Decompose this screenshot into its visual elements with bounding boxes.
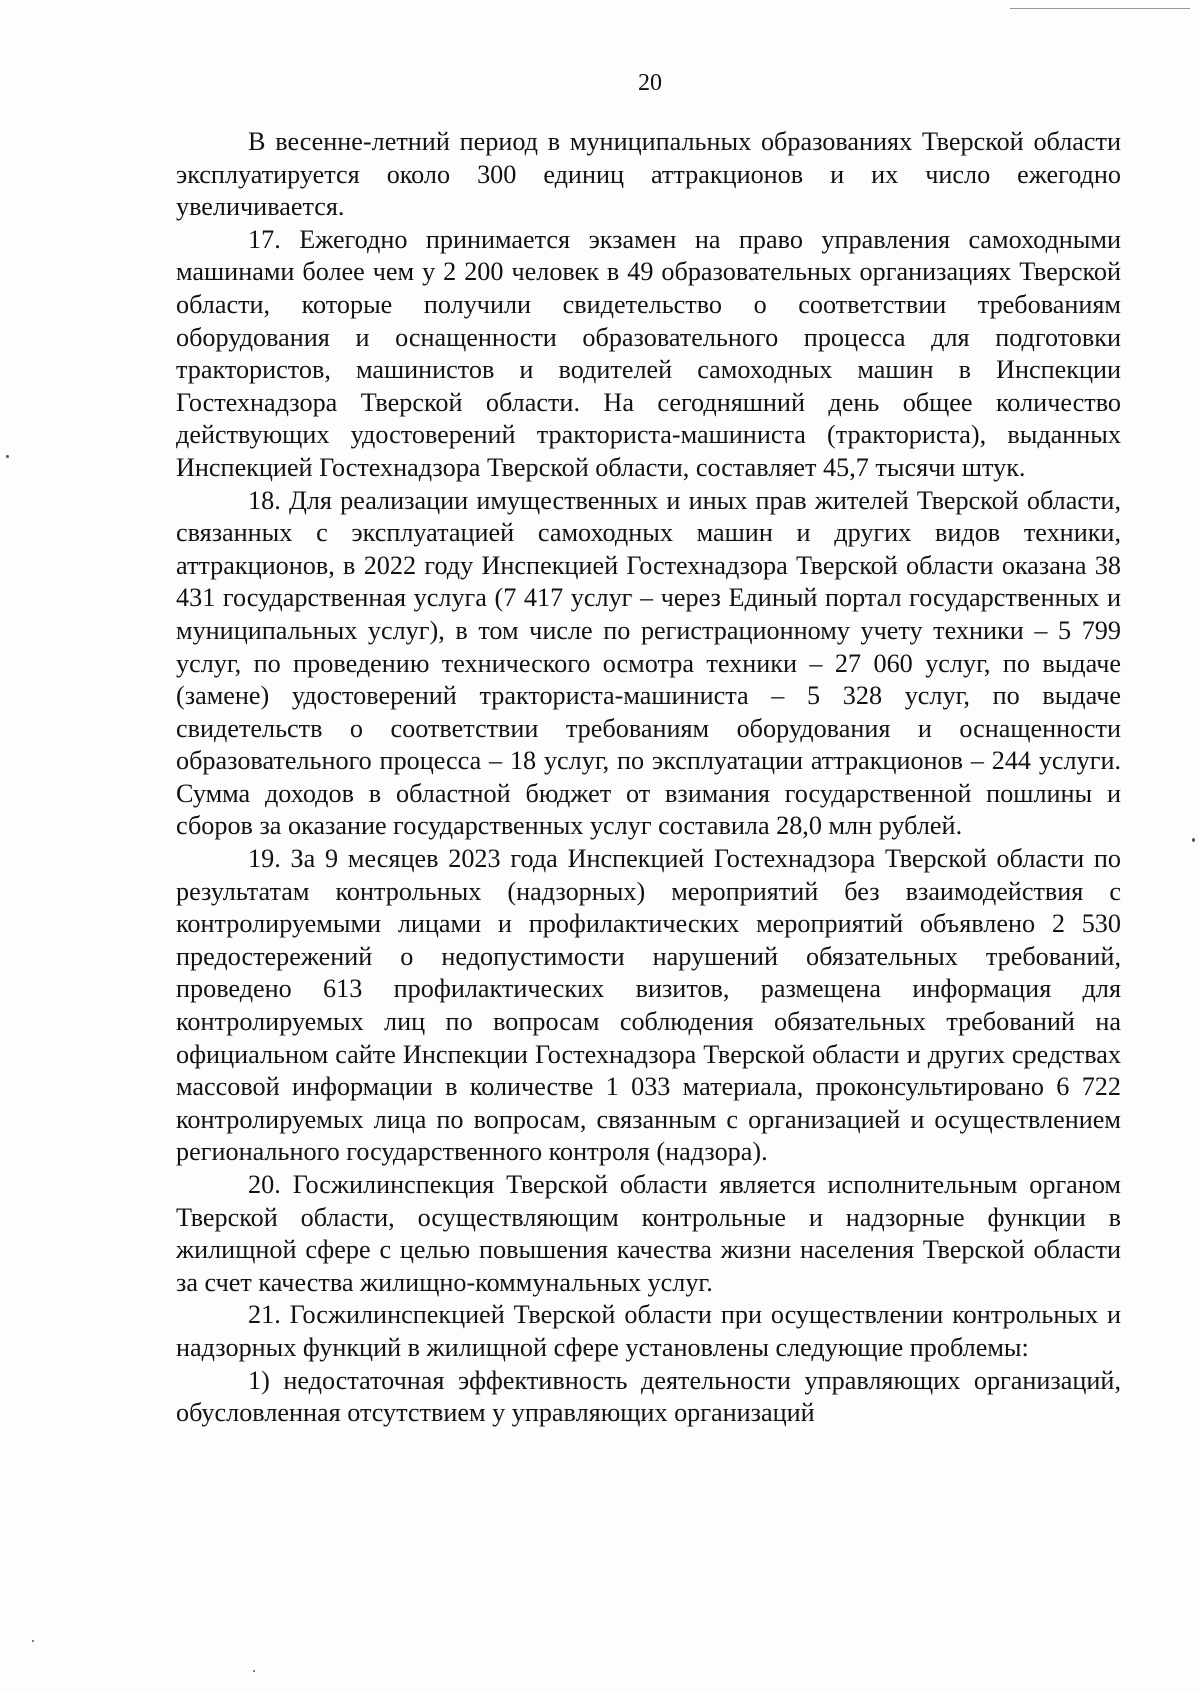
scan-artifact-speck <box>1192 838 1195 842</box>
page-number: 20 <box>638 70 662 96</box>
paragraph-20: 20. Госжилинспекция Тверской области является исполнительным органом Тверской области, осуществляющим контрольные и надзорные функции в жилищной сфере с целью повышения качества жизни населения Тверской области за счет качества жилищно-коммунальных услуг. <box>176 1170 1121 1297</box>
paragraph-19: 19. За 9 месяцев 2023 года Инспекцией Гостехнадзора Тверской области по результатам контрольных (надзорных) мероприятий без взаимодействия с контролируемыми лицами и профилактических мероприятий объявлено 2 530 предостережений о недопустимости нарушений обязательных требований, проведено 613 профилактических визитов, размещена информация для контролируемых лиц по вопросам соблюдения обязательных требований на официальном сайте Инспекции Гостехнадзора Тверской области и других средствах массовой информации в количестве 1 033 материала, проконсультировано 6 722 контролируемых лица по вопросам, связанным с организацией и осуществлением регионального государственного контроля (надзора). <box>176 844 1121 1167</box>
paragraph-intro: В весенне-летний период в муниципальных образованиях Тверской области эксплуатируется около 300 единиц аттракционов и их число ежегодно увеличивается. <box>176 127 1121 222</box>
paragraph-17: 17. Ежегодно принимается экзамен на право управления самоходными машинами более чем у 2 200 человек в 49 образовательных организациях Тверской области, которые получили свидетельство о соответствии требованиям оборудования и оснащенности образовательного процесса для подготовки трактористов, машинистов и водителей самоходных машин в Инспекции Гостехнадзора Тверской области. На сегодняшний день общее количество действующих удостоверений тракториста-машиниста (тракториста), выданных Инспекцией Гостехнадзора Тверской области, составляет 45,7 тысячи штук. <box>176 224 1121 482</box>
paragraph-18: 18. Для реализации имущественных и иных прав жителей Тверской области, связанных с эксплуатацией самоходных машин и других видов техники, аттракционов, в 2022 году Инспекцией Гостехнадзора Тверской области оказана 38 431 государственная услуга (7 417 услуг – через Единый портал государственных и муниципальных услуг), в том числе по регистрационному учету техники – 5 799 услуг, по проведению технического осмотра техники – 27 060 услуг, по выдаче (замене) удостоверений тракториста-машиниста – 5 328 услуг, по выдаче свидетельств о соответствии требованиям оборудования и оснащенности образовательного процесса – 18 услуг, по эксплуатации аттракционов – 244 услуги. Сумма доходов в областной бюджет от взимания государственной пошлины и сборов за оказание государственных услуг составила 28,0 млн рублей. <box>176 485 1121 841</box>
paragraph-21: 21. Госжилинспекцией Тверской области при осуществлении контрольных и надзорных функций в жилищной сфере установлены следующие проблемы: <box>176 1300 1121 1362</box>
scan-artifact-speck <box>32 1640 34 1642</box>
scan-artifact-speck <box>253 1670 255 1672</box>
scan-artifact-line <box>1010 8 1190 9</box>
paragraph-21-item-1: 1) недостаточная эффективность деятельности управляющих организаций, обусловленная отсутствием у управляющих организаций <box>176 1365 1121 1428</box>
scan-artifact-speck <box>6 455 9 458</box>
document-body <box>176 126 1121 1430</box>
